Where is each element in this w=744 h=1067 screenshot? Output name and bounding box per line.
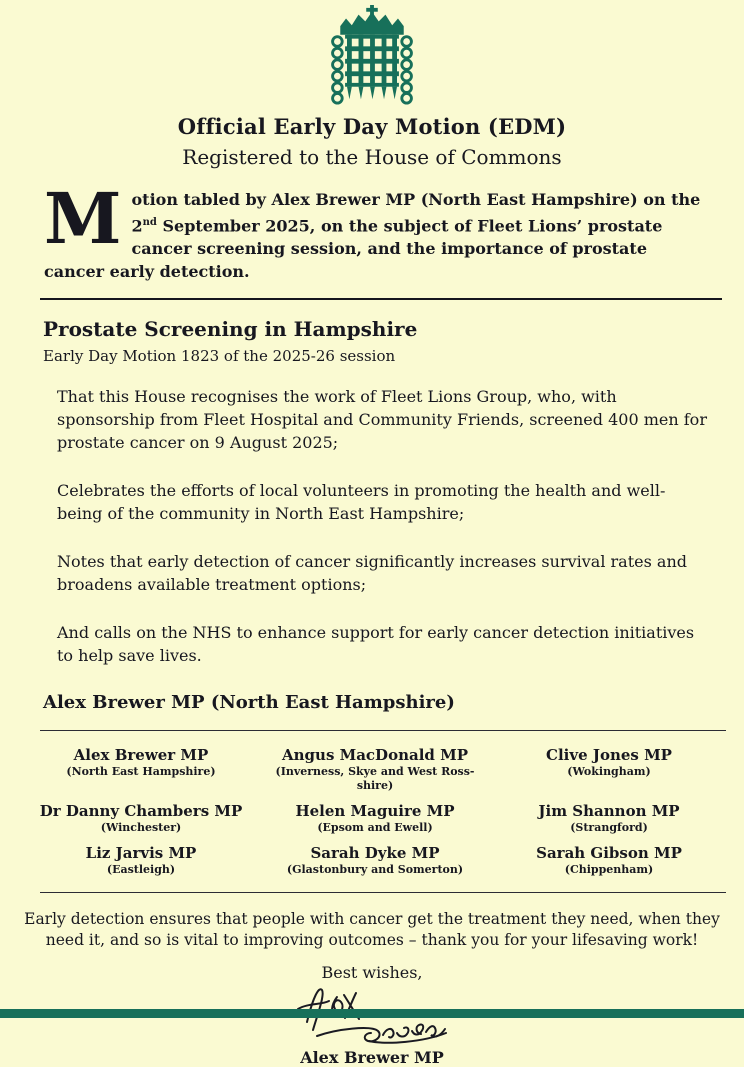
footer-accent-bar [0,1009,744,1018]
signatory-name: Alex Brewer MP [73,746,209,765]
motion-title: Prostate Screening in Hampshire [43,317,418,342]
motion-paragraph: Celebrates the efforts of local volunteers in promoting the health and well-being of the community in North East Hampshire; [57,481,666,524]
signatory-constituency: (North East Hampshire) [66,765,216,779]
sponsor-heading: Alex Brewer MP (North East Hampshire) [43,692,455,714]
motion-body [57,385,708,667]
dropcap-letter: M [44,177,122,260]
signatory-constituency: (Winchester) [100,821,182,835]
document-subtitle: Registered to the House of Commons [182,145,562,169]
signatory-constituency: (Wokingham) [567,765,651,779]
signatory-constituency: (Chippenham) [564,863,654,877]
intro-paragraph [44,177,702,283]
intro-text-start: otion tabled by Alex Brewer MP (North East Hampshire) on the 2 [131,190,701,236]
crowned-portcullis-icon [327,5,417,105]
signatory-constituency: (Glastonbury and Somerton) [286,863,464,877]
signatory-cell [24,844,258,877]
signatory-constituency: (Epsom and Ewell) [317,821,433,835]
motion-subtitle: Early Day Motion 1823 of the 2025-26 session [43,347,396,366]
signatory-name: Angus MacDonald MP [282,746,468,765]
intro-text-end: September 2025, on the subject of Fleet Lions’ prostate cancer screening session, and the importance of prostate cancer early detection. [44,216,663,282]
motion-paragraph: That this House recognises the work of Fleet Lions Group, who, with sponsorship from Fleet Hospital and Community Friends, screened 400 men for prostate cancer on 9 August 2025; [57,387,707,453]
document-title: Official Early Day Motion (EDM) [177,114,567,139]
signatory-name: Jim Shannon MP [538,802,680,821]
motion-paragraph: Notes that early detection of cancer significantly increases survival rates and broadens available treatment options; [57,552,687,595]
signatory-name: Sarah Dyke MP [310,844,440,863]
signatory-cell [24,746,258,793]
signatory-cell [258,844,492,877]
signatory-name: Clive Jones MP [546,746,672,765]
motion-paragraph: And calls on the NHS to enhance support for early cancer detection initiatives to help save lives. [57,623,695,666]
signatories-grid [24,746,726,877]
signatory-cell [492,746,726,793]
ordinal-suffix: nd [142,217,157,228]
closing-message: Early detection ensures that people with cancer get the treatment they need, when they need it, and so is vital to improving outcomes – thank you for your lifesaving work! [24,910,720,950]
divider-thin-top [40,730,726,731]
divider-heavy [40,298,722,300]
signatory-cell [492,802,726,835]
signatory-cell [24,802,258,835]
signatory-name: Liz Jarvis MP [85,844,197,863]
signatory-cell [258,746,492,793]
signatory-constituency: (Eastleigh) [106,863,176,877]
salutation: Best wishes, [321,963,423,983]
signatory-cell [258,802,492,835]
signatory-printed-name: Alex Brewer MP [300,1048,444,1067]
signatory-name: Dr Danny Chambers MP [39,802,243,821]
signatory-name: Sarah Gibson MP [536,844,682,863]
signatory-constituency: (Strangford) [570,821,648,835]
signatory-name: Helen Maguire MP [295,802,455,821]
divider-thin-bottom [40,892,726,893]
signatory-cell [492,844,726,877]
signatory-constituency: (Inverness, Skye and West Ross-shire) [275,765,475,793]
